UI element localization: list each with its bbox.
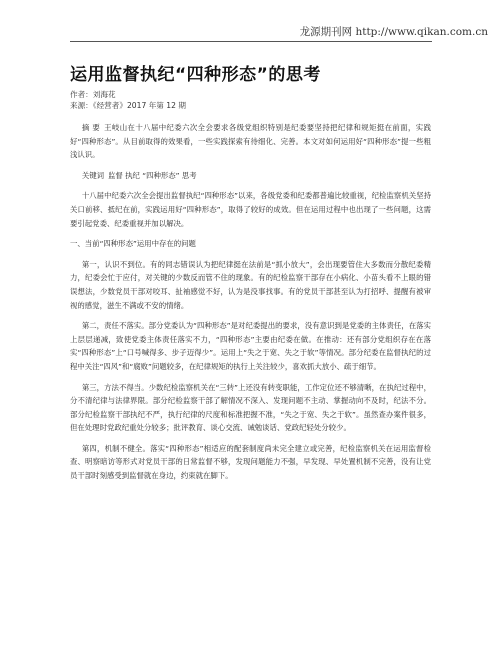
article-body bbox=[70, 121, 431, 490]
abstract-paragraph bbox=[70, 121, 431, 162]
header-divider bbox=[70, 41, 432, 42]
body-paragraph: 第二，责任不落实。部分党委认为“四种形态”是对纪委提出的要求，没有意识到是党委的主体责任，在落实上层层递减，致使党委主体责任落实不力，“四种形态”主要由纪委在做。在推动：还有部分党组织存在在落实“四种形态”上“口号喊得多、步子迈得少”。运用上“失之于宽、失之于软”等情况。部分纪委在监督执纪的过程中关注“四风”和“腐败”问题较多，在纪律规矩的执行上关注较少，喜欢抓大放小、疏于细节。 bbox=[70, 321, 431, 371]
keywords-paragraph bbox=[70, 169, 431, 183]
source-line: 来源：《经营者》2017 年第 12 期 bbox=[70, 101, 186, 110]
keywords-label: 关键词 bbox=[81, 170, 105, 180]
abstract-text: 王岐山在十八届中纪委六次全会要求各级党组织特别是纪委要坚持把纪律和规矩挺在前面，实践好“四种形态”。从目前取得的效果看，一些实践探索有待细化、完善。本文对如何运用好“四种形态”提一些粗浅认识。 bbox=[70, 123, 431, 160]
author-line: 作者：刘海花 bbox=[70, 90, 116, 99]
body-paragraph: 第三，方法不得当。少数纪检监察机关在“三转”上还没有转变职能，工作定位还不够清晰，在执纪过程中，分不清纪律与法律界限。部分纪检监察干部了解情况不深入、发现问题不主动、掌握动向不及时，纪法不分。部分纪检监察干部执纪不严，执行纪律的尺度和标准把握不准，“失之于宽、失之于软”。虽然查办案件很多，但在处理时党政纪重处分较多；批评教育、谈心交流、诫勉谈话、党政纪轻处分较少。 bbox=[70, 382, 431, 433]
site-header[interactable]: 龙源期刊网 http://www.qikan.com.cn bbox=[299, 26, 488, 38]
body-paragraph: 十八届中纪委六次全会提出监督执纪“四种形态”以来，各级党委和纪委都普遍比较重视，纪检监察机关坚持关口前移、抵纪在前，实践运用好“四种形态”，取得了较好的成效。但在运用过程中也出现了一些问题，这需要引起党委、纪委重视并加以解决。 bbox=[70, 191, 431, 228]
body-paragraph: 第一，认识不到位。有的同志错误认为把纪律挺在法前是“抓小放大”，会出现要管住大多数而分散纪委精力，纪委会忙于应付，对关键的少数反而管不住的现象。有的纪检监察干部存在小病化、小苗头看不上眼的错误想法，少数党员干部对咬耳、扯袖感觉不好，认为是没事找事。有的党员干部甚至认为打招呼、提醒有被审视的感觉，滋生不满或不安的情绪。 bbox=[70, 259, 431, 310]
keywords-text: 监督 执纪 “四种形态” 思考 bbox=[108, 170, 197, 180]
body-paragraph: 第四，机制不健全。落实“四种形态”相适应的配套制度尚未完全建立或完善，纪检监察机关在运用监督检查、明察暗访等形式对党员干部的日常监督不够，发现问题能力不强，早发现、早处置机制不完善，没有让党员干部时刻感受到监督就在身边，约束就在脚下。 bbox=[70, 443, 431, 481]
abstract-label: 摘 要 bbox=[81, 123, 101, 132]
article-title: 运用监督执纪“四种形态”的思考 bbox=[70, 65, 321, 85]
section-heading: 一、当前“四种形态”运用中存在的问题 bbox=[70, 239, 196, 249]
